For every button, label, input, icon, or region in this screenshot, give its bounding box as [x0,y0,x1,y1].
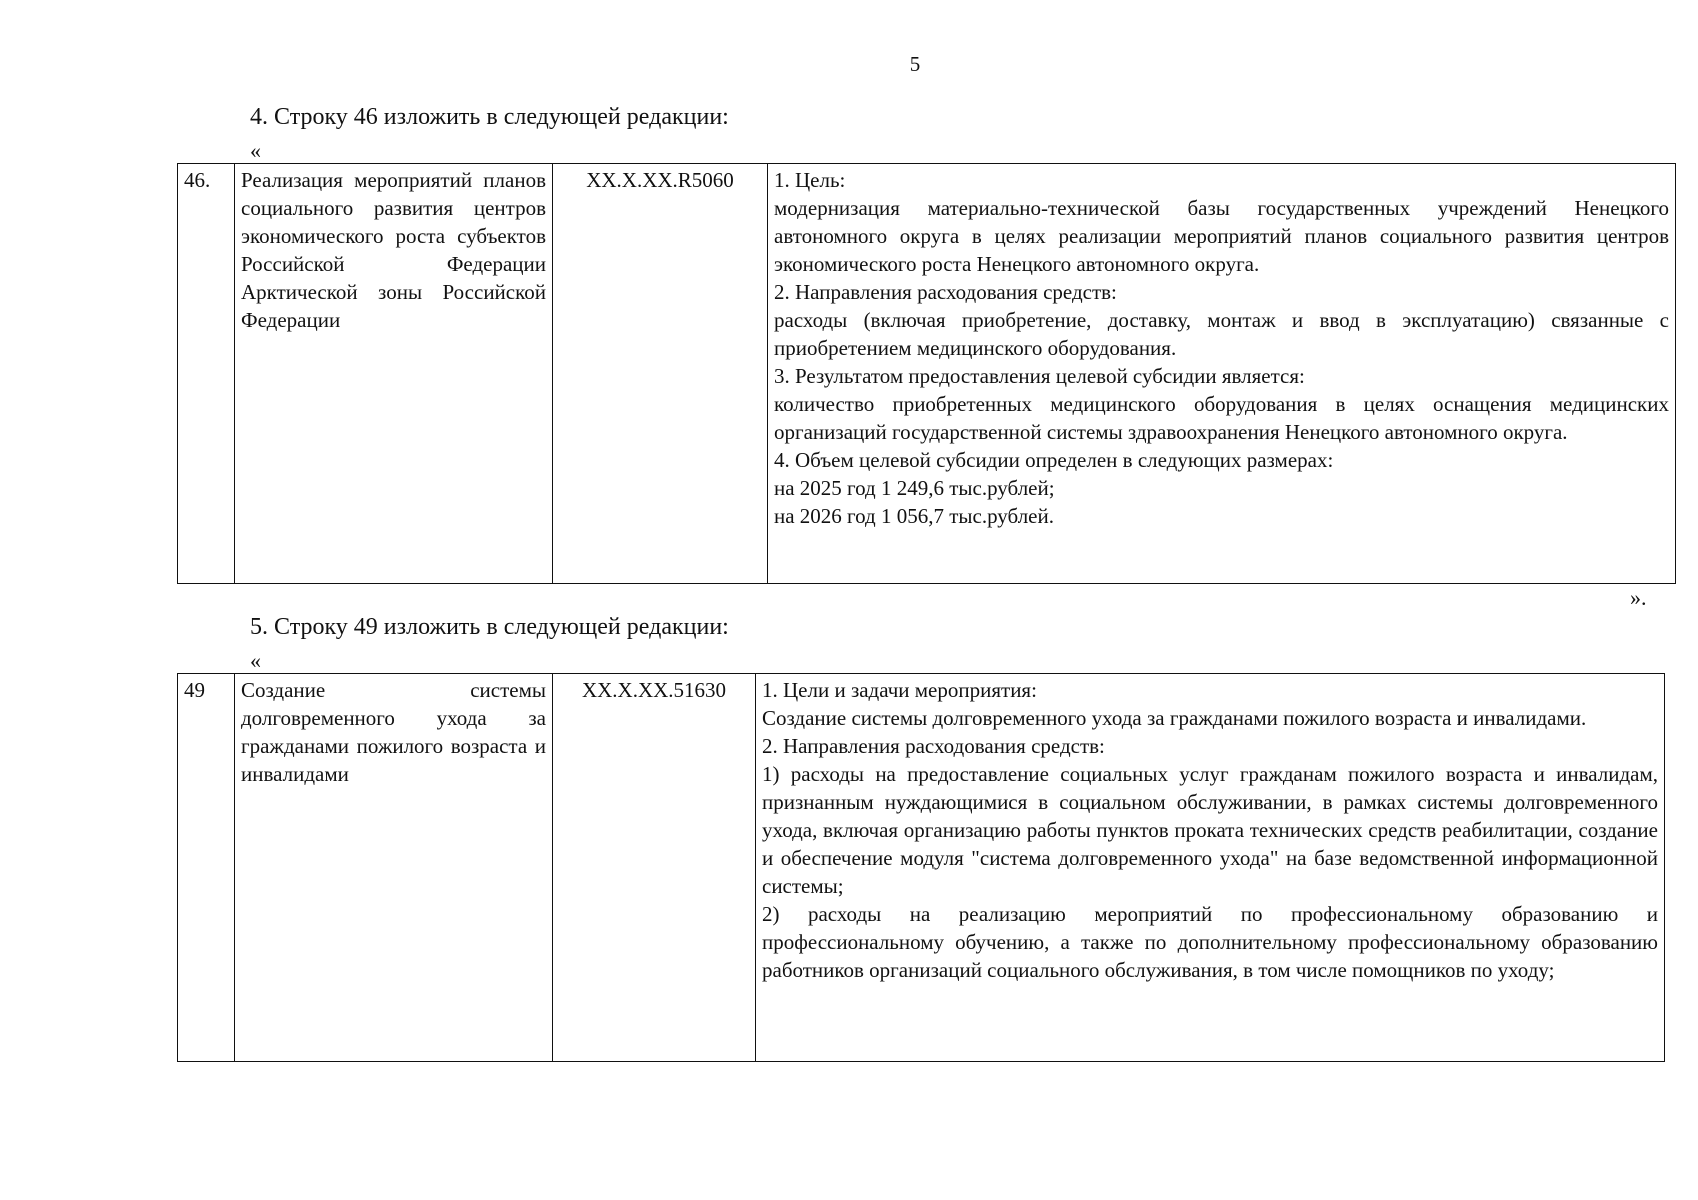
event-name: Реализация мероприятий планов социального развития центров экономического роста субъектов Российской Федерации Арктической зоны Российской Федерации [241,168,546,332]
row-number-cell [178,674,235,1062]
budget-code: XX.X.XX.R5060 [586,168,734,192]
description-line: на 2026 год 1 056,7 тыс.рублей. [774,504,1054,528]
row-49-table [177,673,1665,1062]
row-number: 49 [184,678,205,702]
description-line: 1. Цели и задачи мероприятия: [762,678,1037,702]
row-number-cell [178,164,235,584]
table-row [178,674,1665,1062]
description-line: 1) расходы на предоставление социальных услуг гражданам пожилого возраста и инвалидам, признанным нуждающимися в социальном обслуживании, в рамках системы долговременного ухода, включая организацию работы пунктов проката технических средств реабилитации, создание и обеспечение модуля "система долговременного ухода" на базе ведомственной информационной системы; [762,762,1658,898]
description-line: 4. Объем целевой субсидии определен в следующих размерах: [774,448,1334,472]
section-4-open-quote: « [250,138,261,163]
description-line: на 2025 год 1 249,6 тыс.рублей; [774,476,1055,500]
event-name: Создание системы долговременного ухода за гражданами пожилого возраста и инвалидами [241,678,546,786]
section-5-heading: 5. Строку 49 изложить в следующей редакции: [250,614,729,640]
event-name-cell [235,674,553,1062]
description-line: 1. Цель: [774,168,846,192]
row-number: 46. [184,168,211,192]
description-cell [756,674,1665,1062]
description-line: 2. Направления расходования средств: [774,280,1117,304]
code-cell [553,164,768,584]
event-name-cell [235,164,553,584]
description-line: 2. Направления расходования средств: [762,734,1105,758]
table-row [178,164,1676,584]
description-cell [768,164,1676,584]
description-line: модернизация материально-технической базы государственных учреждений Ненецкого автономного округа в целях реализации мероприятий планов социального развития центров экономического роста Ненецкого автономного округа. [774,196,1669,276]
description-line: расходы (включая приобретение, доставку, монтаж и ввод в эксплуатацию) связанные с приобретением медицинского оборудования. [774,308,1669,360]
code-cell [553,674,756,1062]
description-line: Создание системы долговременного ухода за гражданами пожилого возраста и инвалидами. [762,706,1587,730]
page-number: 5 [909,52,921,76]
row-46-table [177,163,1676,584]
description-line: 3. Результатом предоставления целевой субсидии является: [774,364,1305,388]
description-line: 2) расходы на реализацию мероприятий по профессиональному образованию и профессиональному обучению, а также по дополнительному профессиональному образованию работников организаций социального обслуживания, в том числе помощников по уходу; [762,902,1658,982]
budget-code: XX.X.XX.51630 [581,678,727,702]
description-line: количество приобретенных медицинского оборудования в целях оснащения медицинских организаций государственной системы здравоохранения Ненецкого автономного округа. [774,392,1669,444]
section-4-heading: 4. Строку 46 изложить в следующей редакции: [250,104,729,130]
section-5-open-quote: « [250,648,261,673]
section-4-close-quote: ». [1630,585,1647,610]
